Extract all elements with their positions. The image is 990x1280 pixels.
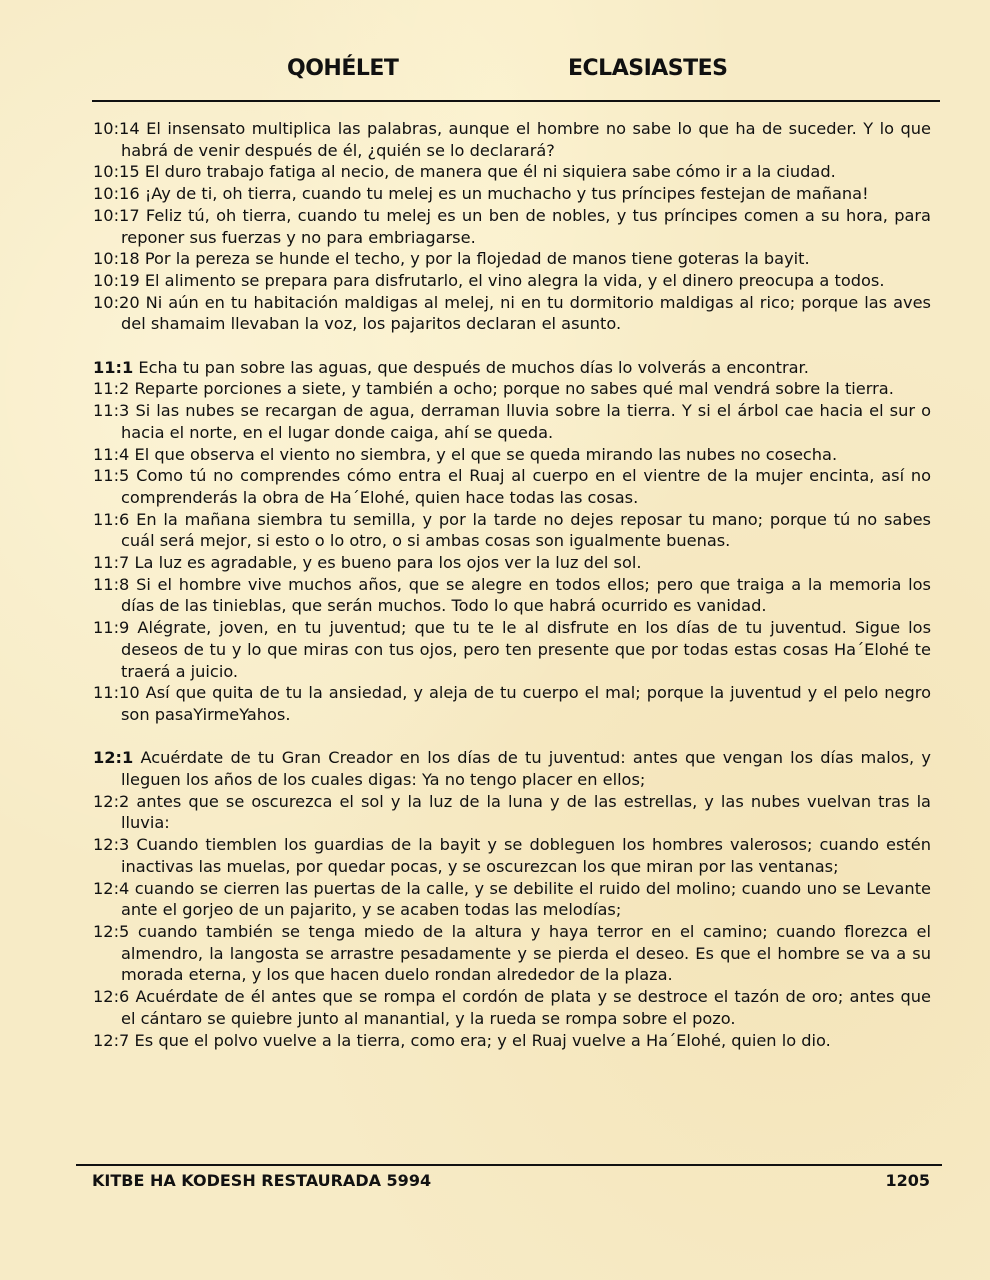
verse-text: Como tú no comprendes cómo entra el Ruaj al cuerpo en el vientre de la mujer encinta, así no comprenderás la obra de Ha´Elohé, quien hace todas las cosas. [121,466,931,507]
verse-list [93,118,931,1051]
page-header [92,56,940,92]
verse-text: Si el hombre vive muchos años, que se alegre en todos ellos; pero que traiga a la memoria los días de las tinieblas, que serán muchos. Todo lo que habrá ocurrido es vanidad. [121,574,931,616]
verse [93,791,931,834]
verse-text: Por la pereza se hunde el techo, y por la flojedad de manos tiene goteras la bayit. [144,249,810,269]
verse-text: En la mañana siembra tu semilla, y por la tarde no dejes reposar tu mano; porque tú no sabes cuál será mejor, si esto o lo otro, o si ambas cosas son igualmente buenas. [121,509,931,551]
verse [93,444,931,466]
verse-text: La luz es agradable, y es bueno para los ojos ver la luz del sol. [134,553,642,573]
verse [93,617,931,682]
verse-text: Es que el polvo vuelve a la tierra, como era; y el Ruaj vuelve a Ha´Elohé, quien lo dio. [134,1030,831,1050]
header-spanish-title: ECLASIASTES [568,56,728,81]
verse-reference: 12:2 [93,791,130,811]
verse [93,921,931,986]
verse-reference: 10:15 [93,162,140,182]
verse-reference: 10:16 [93,184,140,204]
verse-text: El insensato multiplica las palabras, aunque el hombre no sabe lo que ha de suceder. Y lo que habrá de venir después de él, ¿quién se lo declarará? [121,119,931,160]
verse [93,878,931,921]
section-gap [93,726,931,748]
verse [93,248,931,270]
verse-text: El duro trabajo fatiga al necio, de manera que él ni siquiera sabe cómo ir a la ciudad. [144,162,836,182]
verse-reference: 11:8 [93,574,130,594]
verse [93,161,931,183]
verse-text: ¡Ay de ti, oh tierra, cuando tu melej es un muchacho y tus príncipes festejan de mañana! [144,184,869,204]
verse-text: Así que quita de tu la ansiedad, y aleja de tu cuerpo el mal; porque la juventud y el pelo negro son pasaYirmeYahos. [121,683,931,724]
verse [93,747,931,790]
verse-text: antes que se oscurezca el sol y la luz de la luna y de las estrellas, y las nubes vuelvan tras la lluvia: [121,791,931,833]
header-divider [92,100,940,102]
verse-text: Reparte porciones a siete, y también a ocho; porque no sabes qué mal vendrá sobre la tierra. [134,379,894,399]
verse-reference: 11:9 [93,618,130,638]
verse [93,270,931,292]
verse-reference: 12:1 [93,748,134,768]
verse-reference: 10:20 [93,292,140,312]
verse-text: Echa tu pan sobre las aguas, que después de muchos días lo volverás a encontrar. [138,357,809,377]
footer-book-title: KITBE HA KODESH RESTAURADA 5994 [92,1171,432,1190]
verse-text: El alimento se prepara para disfrutarlo, el vino alegra la vida, y el dinero preocupa a todos. [144,270,885,290]
verse [93,183,931,205]
verse-reference: 11:5 [93,466,130,486]
verse-text: Cuando tiemblen los guardias de la bayit y se dobleguen los hombres valerosos; cuando estén inactivas las muelas, por quedar pocas, y se oscurezcan los que miran por las ventanas; [121,835,931,876]
verse-text: Alégrate, joven, en tu juventud; que tu te le al disfrute en los días de tu juventud. Sigue los deseos de tu y lo que miras con tus ojos, pero ten presente que por todas estas cosas Ha´Elohé te traerá a juicio. [121,618,931,681]
verse-reference: 10:17 [93,205,140,225]
verse [93,292,931,335]
verse-text: Ni aún en tu habitación maldigas al melej, ni en tu dormitorio maldigas al rico; porque las aves del shamaim llevaban la voz, los pajaritos declaran el asunto. [121,292,931,334]
verse [93,1030,931,1052]
verse [93,205,931,248]
verse [93,986,931,1029]
verse [93,465,931,508]
verse-text: Feliz tú, oh tierra, cuando tu melej es un ben de nobles, y tus príncipes comen a su hora, para reponer sus fuerzas y no para embriagarse. [121,205,931,247]
footer-divider [76,1164,942,1166]
verse [93,357,931,379]
verse [93,400,931,443]
verse-text: Acuérdate de él antes que se rompa el cordón de plata y se destroce el tazón de oro; antes que el cántaro se quiebre junto al manantial, y la rueda se rompa sobre el pozo. [121,987,931,1028]
page-number: 1205 [885,1171,930,1190]
verse-text: El que observa el viento no siembra, y el que se queda mirando las nubes no cosecha. [134,444,838,464]
verse-reference: 10:19 [93,270,140,290]
verse [93,682,931,725]
verse [93,378,931,400]
verse [93,509,931,552]
verse-reference: 12:6 [93,987,130,1007]
verse-reference: 12:5 [93,921,130,941]
header-hebrew-title: QOHÉLET [287,56,399,81]
verse-text: Acuérdate de tu Gran Creador en los días de tu juventud: antes que vengan los días malos, y lleguen los años de los cuales digas: Ya no tengo placer en ellos; [121,748,931,790]
verse-reference: 10:18 [93,249,140,269]
verse-reference: 10:14 [93,119,140,138]
verse-reference: 11:6 [93,509,130,529]
verse-reference: 11:1 [93,357,134,377]
verse [93,574,931,617]
verse-reference: 11:4 [93,444,130,464]
verse [93,834,931,877]
verse-reference: 11:7 [93,553,130,573]
verse [93,552,931,574]
verse-text: cuando también se tenga miedo de la altura y haya terror en el camino; cuando florezca el almendro, la langosta se arrastre pesadamente y se pierda el deseo. Es que el hombre se va a su morada eterna, y los que hacen duelo rondan alrededor de la plaza. [121,921,931,985]
verse-reference: 12:4 [93,878,130,898]
section-gap [93,335,931,357]
verse [93,118,931,161]
verse-reference: 12:3 [93,835,130,855]
verse-reference: 11:10 [93,683,140,703]
verse-text: Si las nubes se recargan de agua, derraman lluvia sobre la tierra. Y si el árbol cae hacia el sur o hacia el norte, en el lugar donde caiga, ahí se queda. [121,401,931,442]
verse-reference: 12:7 [93,1030,130,1050]
verse-reference: 11:3 [93,401,130,421]
verse-reference: 11:2 [93,379,130,399]
verse-text: cuando se cierren las puertas de la calle, y se debilite el ruido del molino; cuando uno se Levante ante el gorjeo de un pajarito, y se acaben todas las melodías; [121,878,931,920]
